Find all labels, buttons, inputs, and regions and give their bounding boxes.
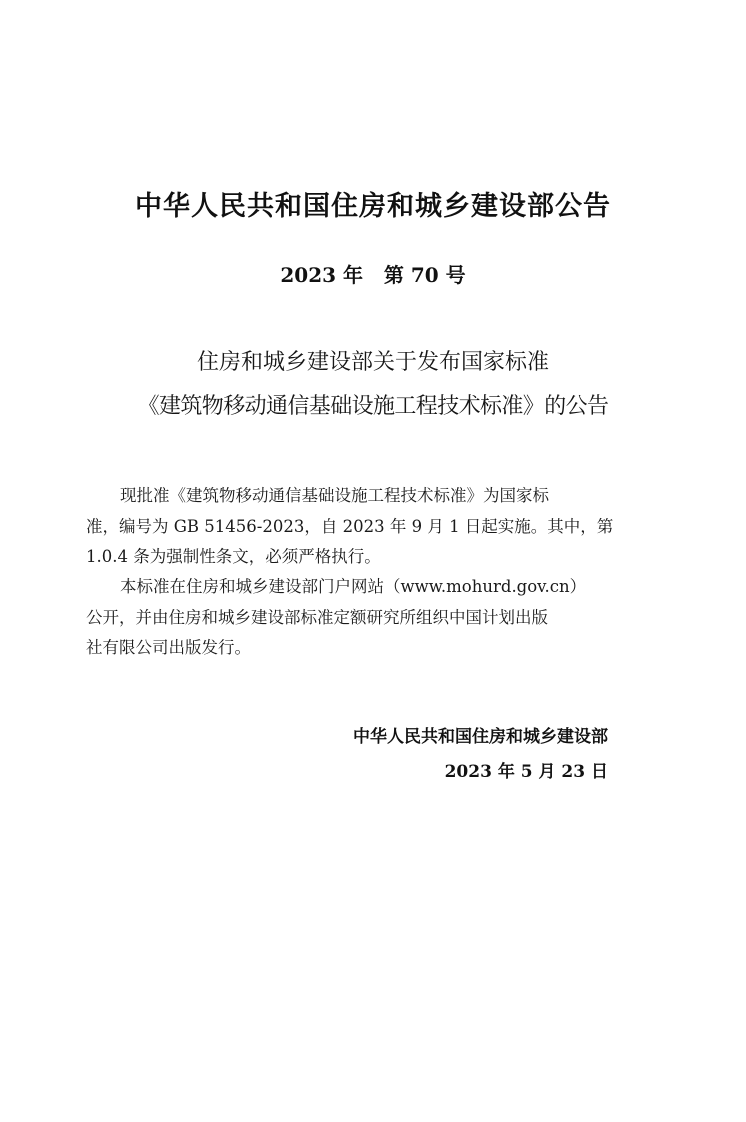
body-line-6: 社有限公司出版发行。 bbox=[86, 638, 251, 657]
announcement-title: 中华人民共和国住房和城乡建设部公告 bbox=[135, 191, 611, 222]
subject-line-2: 《建筑物移动通信基础设施工程技术标准》的公告 bbox=[137, 394, 609, 419]
body-line-1: 现批准《建筑物移动通信基础设施工程技术标准》为国家标 bbox=[120, 486, 549, 505]
body-line-3: 1.0.4 条为强制性条文，必须严格执行。 bbox=[86, 547, 381, 566]
subject-line-1: 住房和城乡建设部关于发布国家标准 bbox=[196, 350, 549, 375]
document-number: 2023 年 第 70 号 bbox=[280, 263, 466, 287]
body-line-4: 本标准在住房和城乡建设部门户网站（www.mohurd.gov.cn） bbox=[120, 577, 587, 596]
body-line-5: 公开，并由住房和城乡建设部标准定额研究所组织中国计划出版 bbox=[86, 608, 548, 627]
body-line-2: 准，编号为 GB 51456-2023，自 2023 年 9 月 1 日起实施。其中，第 bbox=[86, 517, 614, 536]
issuing-authority: 中华人民共和国住房和城乡建设部 bbox=[353, 727, 608, 747]
issue-date: 2023 年 5 月 23 日 bbox=[444, 762, 608, 782]
